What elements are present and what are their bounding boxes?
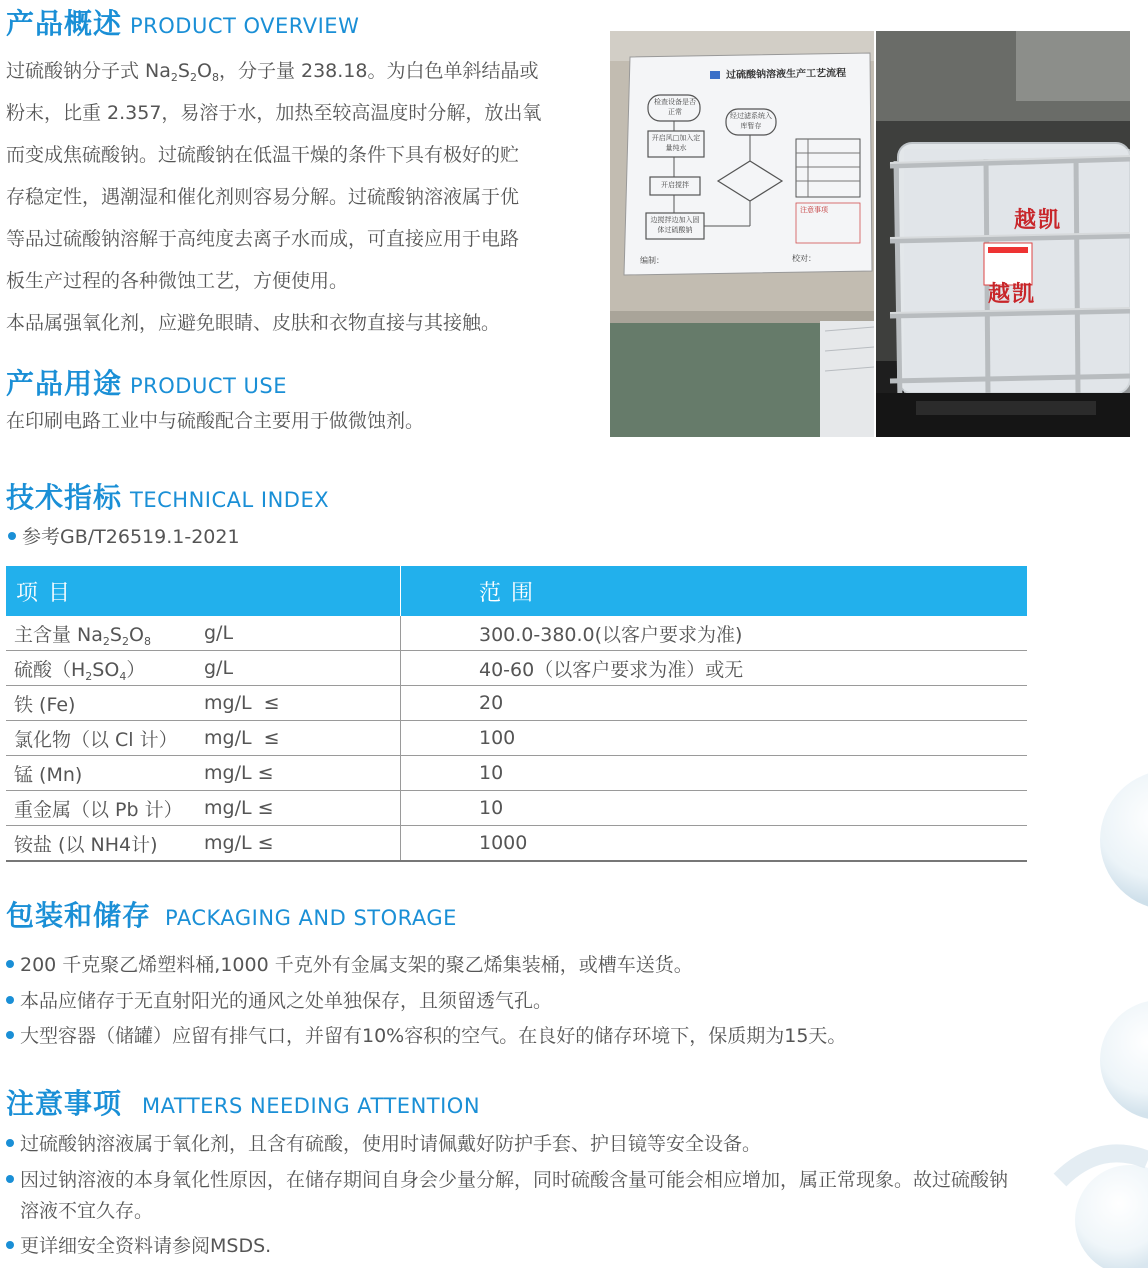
process-flow-photo: [610, 31, 874, 437]
overview-heading: [6, 2, 359, 42]
row-range: 1000: [401, 826, 1028, 862]
sign-title: 过硫酸钠溶液生产工艺流程: [725, 67, 847, 82]
attention-item: 更详细安全资料请参阅MSDS.: [6, 1231, 271, 1258]
bullet-dot: [6, 996, 14, 1004]
row-range: 100: [401, 721, 1028, 756]
table-row: [6, 721, 1027, 756]
table-row: [6, 616, 1027, 651]
attention-title-en: MATTERS NEEDING ATTENTION: [142, 1094, 481, 1118]
bullet-dot: [6, 1139, 14, 1147]
tech-title-cn: 技术指标: [6, 481, 123, 514]
sign-step: 边搅拌边加入固体过硫酸钠: [650, 216, 700, 234]
row-range: 10: [401, 791, 1028, 826]
sign-step: 经过滤系统入库暂存: [730, 112, 772, 130]
attention-item-continued: 溶液不宜久存。: [20, 1200, 154, 1222]
table-row: [6, 756, 1027, 791]
row-unit: mg/L ≤: [204, 756, 401, 791]
packaging-item: 大型容器（储罐）应留有排气口，并留有10%容积的空气。在良好的储存环境下，保质期为15天。: [6, 1021, 846, 1048]
overview-line: 板生产过程的各种微蚀工艺，方便使用。: [6, 270, 349, 292]
sign-step: 检查设备是否正常: [654, 98, 696, 116]
row-name: 硫酸$(H_2SO_4)$: [6, 651, 204, 686]
table-row: [6, 791, 1027, 826]
tech-reference: 参考GB/T26519.1-2021: [8, 522, 240, 549]
overview-title-cn: 产品概述: [6, 7, 123, 40]
row-range: 20: [401, 686, 1028, 721]
sign-notice: 注意事项: [800, 206, 828, 214]
overview-line: 本品属强氧化剂，应避免眼睛、皮肤和衣物直接与其接触。: [6, 312, 501, 334]
usage-text: 在印刷电路工业中与硫酸配合主要用于做微蚀剂。: [6, 410, 425, 432]
table-row: [6, 826, 1027, 862]
overview-title-en: PRODUCT OVERVIEW: [130, 14, 360, 38]
usage-title-en: PRODUCT USE: [130, 374, 287, 398]
header-item: 项目: [6, 566, 401, 616]
usage-heading: [6, 362, 287, 402]
bullet-dot: [6, 1031, 14, 1039]
row-unit: g/L: [204, 616, 401, 651]
row-name: 铁 (Fe): [6, 686, 204, 721]
packaging-title-cn: 包装和储存: [6, 899, 152, 932]
row-unit: mg/L ≤: [204, 826, 401, 862]
overview-line: 而变成焦硫酸钠。过硫酸钠在低温干燥的条件下具有极好的贮: [6, 144, 520, 166]
bullet-dot: [6, 960, 14, 968]
overview-line: 过硫酸钠分子式 $Na_2S_2O_8$，分子量 238.18。为白色单斜结晶或: [6, 60, 539, 84]
sign-footer-left: 编制：: [640, 256, 664, 265]
table-row: [6, 651, 1027, 686]
bullet-dot: [8, 532, 16, 540]
row-range: 300.0-380.0(以客户要求为准): [401, 616, 1028, 651]
row-name: 铵盐 (以 NH4计): [6, 826, 204, 862]
table-header-row: [6, 566, 1027, 616]
tech-heading: [6, 476, 329, 516]
overview-line: 等品过硫酸钠溶解于高纯度去离子水而成，可直接应用于电路: [6, 228, 520, 250]
packaging-title-en: PACKAGING AND STORAGE: [165, 906, 457, 930]
packaging-item: 本品应储存于无直射阳光的通风之处单独保存，且须留透气孔。: [6, 986, 552, 1013]
bubble-decoration: [1040, 760, 1148, 1268]
row-name: 主含量 $Na_2S_2O_8$: [6, 616, 204, 651]
packaging-heading: [6, 894, 457, 934]
bullet-dot: [6, 1175, 14, 1183]
table-row: [6, 686, 1027, 721]
usage-title-cn: 产品用途: [6, 367, 123, 400]
ibc-container-image: [876, 31, 1130, 437]
header-range: 范围: [401, 566, 1028, 616]
row-name: 重金属（以 Pb 计）: [6, 791, 204, 826]
ibc-label-top: 越凯: [1014, 207, 1063, 233]
ibc-label-bottom: 越凯: [988, 281, 1037, 307]
sign-footer-right: 校对：: [792, 254, 816, 263]
spec-table: [6, 566, 1027, 862]
sign-step: 开启风□加入定量纯水: [651, 134, 701, 152]
row-name: 氯化物（以 Cl 计）: [6, 721, 204, 756]
tech-title-en: TECHNICAL INDEX: [130, 488, 330, 512]
packaging-item: 200 千克聚乙烯塑料桶,1000 千克外有金属支架的聚乙烯集装桶，或槽车送货。: [6, 950, 693, 977]
row-name: 锰 (Mn): [6, 756, 204, 791]
attention-title-cn: 注意事项: [6, 1087, 123, 1120]
attention-item: 因过钠溶液的本身氧化性原因，在储存期间自身会少量分解，同时硫酸含量可能会相应增加，属正常现象。故过硫酸钠: [6, 1165, 1008, 1192]
sign-step: 开启搅拌: [661, 181, 689, 189]
overview-line: 粉末，比重 2.357，易溶于水，加热至较高温度时分解，放出氧: [6, 102, 542, 124]
attention-heading: [6, 1082, 480, 1122]
overview-text: [6, 50, 596, 344]
attention-item: 过硫酸钠溶液属于氧化剂，且含有硫酸，使用时请佩戴好防护手套、护目镜等安全设备。: [6, 1129, 761, 1156]
ibc-container-photo: [876, 31, 1130, 437]
bullet-dot: [6, 1241, 14, 1249]
row-unit: mg/L ≤: [204, 686, 401, 721]
row-unit: mg/L ≤: [204, 721, 401, 756]
row-range: 10: [401, 756, 1028, 791]
overview-line: 存稳定性，遇潮湿和催化剂则容易分解。过硫酸钠溶液属于优: [6, 186, 520, 208]
row-unit: mg/L ≤: [204, 791, 401, 826]
row-unit: g/L: [204, 651, 401, 686]
row-range: 40-60（以客户要求为准）或无: [401, 651, 1028, 686]
